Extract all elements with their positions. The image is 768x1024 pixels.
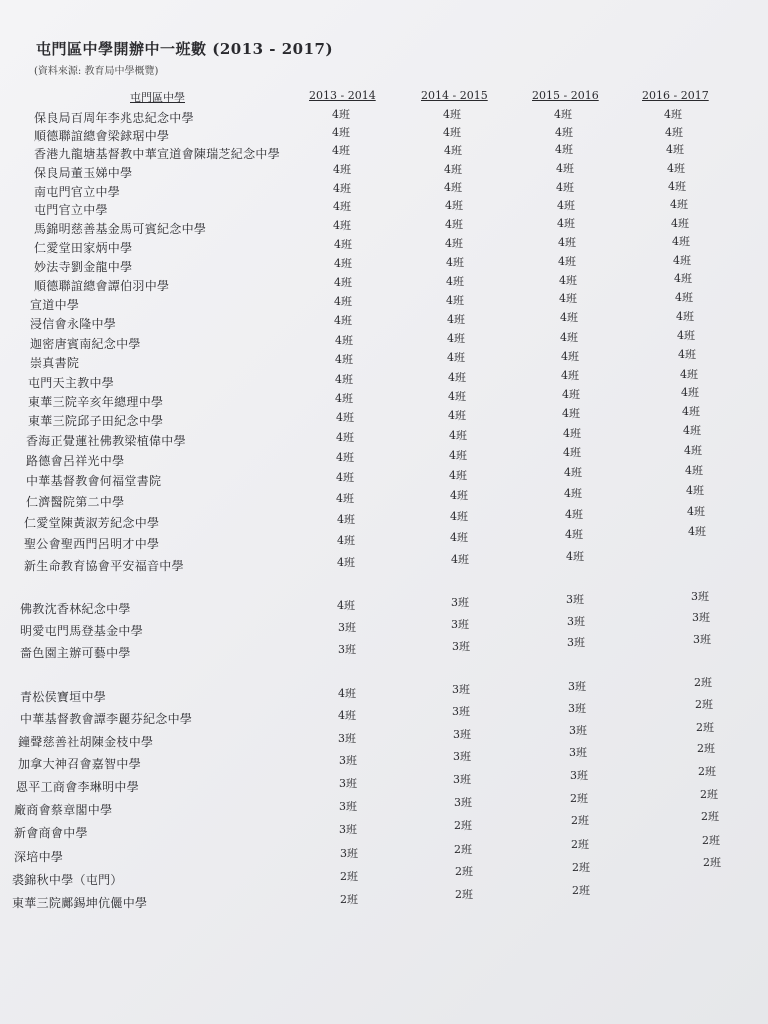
class-count-cell: 2班 bbox=[694, 676, 712, 689]
class-count-cell: 4班 bbox=[333, 219, 351, 232]
class-count-cell: 3班 bbox=[693, 633, 711, 646]
class-count-cell: 4班 bbox=[444, 144, 462, 157]
school-name: 香港九龍塘基督教中華宣道會陳瑞芝紀念中學 bbox=[34, 147, 281, 161]
class-count-cell: 4班 bbox=[451, 553, 469, 566]
school-name: 仁濟醫院第二中學 bbox=[26, 495, 125, 509]
class-count-cell: 4班 bbox=[449, 429, 467, 442]
class-count-cell: 2班 bbox=[695, 698, 713, 711]
class-count-cell: 4班 bbox=[675, 291, 693, 304]
table-row bbox=[0, 109, 768, 127]
table-row bbox=[0, 590, 768, 618]
class-count-cell: 3班 bbox=[453, 728, 471, 741]
class-count-cell: 4班 bbox=[445, 199, 463, 212]
class-count-cell: 4班 bbox=[674, 272, 692, 285]
class-count-cell: 4班 bbox=[336, 471, 354, 484]
class-count-cell: 4班 bbox=[337, 599, 355, 612]
class-count-cell: 2班 bbox=[697, 742, 715, 755]
class-count-cell: 4班 bbox=[335, 353, 353, 366]
class-count-cell: 3班 bbox=[452, 683, 470, 696]
school-name: 宣道中學 bbox=[30, 298, 80, 312]
class-count-cell: 4班 bbox=[565, 528, 583, 541]
class-count-cell: 4班 bbox=[336, 451, 354, 464]
table-row bbox=[0, 611, 768, 640]
class-count-cell: 4班 bbox=[447, 332, 465, 345]
class-count-cell: 4班 bbox=[687, 505, 705, 518]
table-row bbox=[0, 198, 768, 219]
class-count-cell: 4班 bbox=[335, 373, 353, 386]
document-title: 屯門區中學開辦中一班數 (2013 - 2017) bbox=[36, 40, 334, 58]
class-count-cell: 4班 bbox=[672, 235, 690, 248]
class-count-cell: 3班 bbox=[453, 773, 471, 786]
class-count-cell: 4班 bbox=[563, 446, 581, 459]
table-row bbox=[0, 698, 768, 728]
data-source-note: (資料來源: 教育局中學概覽) bbox=[34, 66, 159, 77]
class-count-cell: 2班 bbox=[455, 888, 473, 901]
class-count-cell: 4班 bbox=[444, 163, 462, 176]
class-count-cell: 4班 bbox=[560, 311, 578, 324]
school-name: 東華三院鄺錫坤伉儷中學 bbox=[12, 896, 148, 910]
class-count-cell: 4班 bbox=[333, 163, 351, 176]
class-count-cell: 4班 bbox=[559, 292, 577, 305]
class-count-cell: 4班 bbox=[561, 350, 579, 363]
table-row bbox=[0, 127, 768, 145]
class-count-cell: 4班 bbox=[688, 525, 706, 538]
class-count-cell: 4班 bbox=[337, 556, 355, 569]
table-row bbox=[0, 788, 768, 819]
class-count-cell: 4班 bbox=[565, 508, 583, 521]
class-count-cell: 2班 bbox=[571, 814, 589, 827]
class-count-cell: 4班 bbox=[450, 489, 468, 502]
class-count-cell: 4班 bbox=[558, 255, 576, 268]
class-count-cell: 3班 bbox=[570, 769, 588, 782]
class-count-cell: 4班 bbox=[332, 108, 350, 121]
class-count-cell: 4班 bbox=[673, 254, 691, 267]
school-name: 路德會呂祥光中學 bbox=[26, 454, 125, 468]
school-name: 東華三院邱子田紀念中學 bbox=[28, 414, 164, 428]
class-count-cell: 4班 bbox=[667, 162, 685, 175]
class-count-cell: 4班 bbox=[682, 405, 700, 418]
table-row bbox=[0, 550, 768, 575]
class-count-cell: 3班 bbox=[569, 724, 587, 737]
class-count-cell: 3班 bbox=[566, 593, 584, 606]
school-name: 仁愛堂陳黃淑芳紀念中學 bbox=[24, 516, 160, 530]
class-count-cell: 4班 bbox=[559, 274, 577, 287]
class-count-cell: 4班 bbox=[677, 329, 695, 342]
class-count-cell: 4班 bbox=[336, 411, 354, 424]
class-count-cell: 3班 bbox=[338, 621, 356, 634]
table-row bbox=[0, 464, 768, 490]
school-name: 青松侯寶垣中學 bbox=[20, 690, 107, 704]
class-count-cell: 4班 bbox=[447, 351, 465, 364]
table-row bbox=[0, 386, 768, 411]
class-count-cell: 4班 bbox=[668, 180, 686, 193]
table-row bbox=[0, 164, 768, 182]
class-count-cell: 3班 bbox=[339, 754, 357, 767]
class-count-cell: 2班 bbox=[570, 792, 588, 805]
school-name: 浸信會永隆中學 bbox=[30, 317, 117, 331]
class-count-cell: 4班 bbox=[558, 236, 576, 249]
class-count-cell: 2班 bbox=[455, 865, 473, 878]
class-count-cell: 4班 bbox=[680, 368, 698, 381]
class-count-cell: 4班 bbox=[444, 181, 462, 194]
class-count-cell: 4班 bbox=[445, 237, 463, 250]
class-count-cell: 3班 bbox=[452, 705, 470, 718]
class-count-cell: 4班 bbox=[684, 444, 702, 457]
school-name: 東華三院辛亥年總理中學 bbox=[28, 395, 164, 409]
header-2014-2015: 2014 - 2015 bbox=[421, 89, 488, 102]
class-count-cell: 4班 bbox=[564, 487, 582, 500]
class-count-cell: 3班 bbox=[338, 732, 356, 745]
header-2015-2016: 2015 - 2016 bbox=[532, 89, 599, 102]
class-count-cell: 4班 bbox=[450, 510, 468, 523]
table-row bbox=[0, 254, 768, 276]
school-name: 明愛屯門馬登基金中學 bbox=[20, 624, 144, 638]
school-name: 香海正覺蓮社佛教梁植偉中學 bbox=[26, 434, 186, 448]
class-count-cell: 3班 bbox=[339, 823, 357, 836]
class-count-cell: 4班 bbox=[671, 217, 689, 230]
class-count-cell: 4班 bbox=[681, 386, 699, 399]
class-count-cell: 4班 bbox=[332, 144, 350, 157]
class-count-cell: 4班 bbox=[555, 126, 573, 139]
table-row bbox=[0, 765, 768, 796]
table-row bbox=[0, 505, 768, 532]
table-row bbox=[0, 180, 768, 201]
class-count-cell: 2班 bbox=[702, 834, 720, 847]
school-name: 聖公會聖西門呂明才中學 bbox=[24, 537, 160, 551]
class-count-cell: 4班 bbox=[448, 409, 466, 422]
table-row bbox=[0, 884, 768, 912]
class-count-cell: 2班 bbox=[701, 810, 719, 823]
class-count-cell: 4班 bbox=[449, 449, 467, 462]
class-count-cell: 2班 bbox=[454, 843, 472, 856]
class-count-cell: 3班 bbox=[338, 643, 356, 656]
class-count-cell: 4班 bbox=[332, 126, 350, 139]
school-name: 順德聯誼總會譚伯羽中學 bbox=[34, 279, 170, 293]
school-name: 廠商會蔡章閣中學 bbox=[14, 803, 113, 817]
class-count-cell: 3班 bbox=[568, 680, 586, 693]
class-count-cell: 4班 bbox=[665, 126, 683, 139]
school-name: 南屯門官立中學 bbox=[34, 185, 121, 199]
class-count-cell: 4班 bbox=[564, 466, 582, 479]
header-2016-2017: 2016 - 2017 bbox=[642, 89, 709, 102]
class-count-cell: 4班 bbox=[336, 431, 354, 444]
class-count-cell: 4班 bbox=[566, 550, 584, 563]
school-name: 深培中學 bbox=[14, 850, 64, 864]
table-row bbox=[0, 525, 768, 553]
class-count-cell: 4班 bbox=[562, 388, 580, 401]
class-count-cell: 4班 bbox=[448, 371, 466, 384]
class-count-cell: 4班 bbox=[334, 276, 352, 289]
class-count-cell: 3班 bbox=[568, 702, 586, 715]
class-count-cell: 4班 bbox=[555, 143, 573, 156]
school-name: 裘錦秋中學（屯門） bbox=[12, 873, 123, 887]
school-name: 佛教沈香林紀念中學 bbox=[20, 602, 131, 616]
class-count-cell: 4班 bbox=[338, 687, 356, 700]
class-count-cell: 3班 bbox=[451, 618, 469, 631]
class-count-cell: 2班 bbox=[696, 721, 714, 734]
table-row bbox=[0, 145, 768, 163]
class-count-cell: 4班 bbox=[335, 334, 353, 347]
class-count-cell: 3班 bbox=[339, 800, 357, 813]
class-count-cell: 4班 bbox=[449, 469, 467, 482]
class-count-cell: 4班 bbox=[556, 162, 574, 175]
class-count-cell: 4班 bbox=[670, 198, 688, 211]
class-count-cell: 4班 bbox=[334, 314, 352, 327]
table-row bbox=[0, 329, 768, 353]
class-count-cell: 2班 bbox=[698, 765, 716, 778]
school-name: 中華基督教會何福堂書院 bbox=[26, 474, 162, 488]
school-name: 嗇色園主辦可藝中學 bbox=[20, 646, 131, 660]
class-count-cell: 3班 bbox=[567, 636, 585, 649]
school-name: 屯門天主教中學 bbox=[28, 376, 115, 390]
class-count-cell: 4班 bbox=[664, 108, 682, 121]
table-row bbox=[0, 235, 768, 257]
class-count-cell: 3班 bbox=[567, 615, 585, 628]
class-count-cell: 3班 bbox=[340, 847, 358, 860]
class-count-cell: 3班 bbox=[454, 796, 472, 809]
class-count-cell: 4班 bbox=[443, 108, 461, 121]
class-count-cell: 4班 bbox=[443, 126, 461, 139]
class-count-cell: 4班 bbox=[562, 407, 580, 420]
class-count-cell: 3班 bbox=[569, 746, 587, 759]
class-count-cell: 4班 bbox=[561, 369, 579, 382]
header-school: 屯門區中學 bbox=[130, 91, 185, 104]
class-count-cell: 4班 bbox=[685, 464, 703, 477]
class-count-cell: 4班 bbox=[446, 256, 464, 269]
class-count-cell: 2班 bbox=[572, 861, 590, 874]
school-name: 新會商會中學 bbox=[14, 826, 88, 840]
school-name: 加拿大神召會嘉智中學 bbox=[18, 757, 142, 771]
class-count-cell: 2班 bbox=[703, 856, 721, 869]
class-count-cell: 4班 bbox=[334, 238, 352, 251]
class-count-cell: 4班 bbox=[335, 392, 353, 405]
class-count-cell: 2班 bbox=[571, 838, 589, 851]
table-row bbox=[0, 272, 768, 295]
class-count-cell: 4班 bbox=[337, 513, 355, 526]
class-count-cell: 4班 bbox=[448, 390, 466, 403]
table-row bbox=[0, 368, 768, 392]
class-count-cell: 4班 bbox=[560, 331, 578, 344]
header-2013-2014: 2013 - 2014 bbox=[309, 89, 376, 102]
class-count-cell: 3班 bbox=[451, 596, 469, 609]
school-name: 中華基督教會譚李麗芬紀念中學 bbox=[20, 712, 193, 726]
table-row bbox=[0, 484, 768, 511]
table-row bbox=[0, 424, 768, 450]
table-row bbox=[0, 291, 768, 314]
class-count-cell: 4班 bbox=[447, 313, 465, 326]
class-count-cell: 4班 bbox=[446, 275, 464, 288]
class-count-cell: 2班 bbox=[700, 788, 718, 801]
school-name: 保良局董玉娣中學 bbox=[34, 166, 133, 180]
table-row bbox=[0, 310, 768, 333]
table-row bbox=[0, 444, 768, 470]
class-count-cell: 4班 bbox=[686, 484, 704, 497]
class-count-cell: 4班 bbox=[334, 295, 352, 308]
class-count-cell: 4班 bbox=[450, 531, 468, 544]
class-count-cell: 4班 bbox=[557, 217, 575, 230]
table-row bbox=[0, 405, 768, 430]
class-count-cell: 4班 bbox=[336, 492, 354, 505]
class-count-cell: 4班 bbox=[446, 294, 464, 307]
school-name: 屯門官立中學 bbox=[34, 203, 108, 217]
school-name: 保良局百周年李兆忠紀念中學 bbox=[34, 111, 194, 125]
class-count-cell: 4班 bbox=[563, 427, 581, 440]
school-name: 妙法寺劉金龍中學 bbox=[34, 260, 133, 274]
school-name: 新生命教育協會平安福音中學 bbox=[24, 559, 184, 573]
school-name: 迦密唐賓南紀念中學 bbox=[30, 337, 141, 351]
class-count-cell: 4班 bbox=[338, 709, 356, 722]
class-count-cell: 4班 bbox=[337, 534, 355, 547]
class-count-cell: 4班 bbox=[678, 348, 696, 361]
table-row bbox=[0, 676, 768, 706]
table-row bbox=[0, 348, 768, 372]
school-name: 仁愛堂田家炳中學 bbox=[34, 241, 133, 255]
table-row bbox=[0, 834, 768, 866]
class-count-cell: 2班 bbox=[340, 870, 358, 883]
class-count-cell: 4班 bbox=[554, 108, 572, 121]
class-count-cell: 2班 bbox=[454, 819, 472, 832]
class-count-cell: 3班 bbox=[692, 611, 710, 624]
school-name: 馬錦明慈善基金馬可賓紀念中學 bbox=[34, 222, 207, 236]
table-row bbox=[0, 633, 768, 662]
class-count-cell: 3班 bbox=[453, 750, 471, 763]
class-count-cell: 4班 bbox=[683, 424, 701, 437]
class-count-cell: 3班 bbox=[691, 590, 709, 603]
class-count-cell: 4班 bbox=[445, 218, 463, 231]
class-count-cell: 3班 bbox=[452, 640, 470, 653]
class-count-cell: 4班 bbox=[333, 182, 351, 195]
school-name: 崇真書院 bbox=[30, 356, 80, 370]
school-name: 鐘聲慈善社胡陳金枝中學 bbox=[18, 735, 154, 749]
class-count-cell: 4班 bbox=[666, 143, 684, 156]
table-row bbox=[0, 217, 768, 238]
class-count-cell: 4班 bbox=[676, 310, 694, 323]
class-count-cell: 4班 bbox=[334, 257, 352, 270]
class-count-cell: 2班 bbox=[340, 893, 358, 906]
school-name: 順德聯誼總會梁銶琚中學 bbox=[34, 129, 170, 143]
class-count-cell: 2班 bbox=[572, 884, 590, 897]
class-count-cell: 4班 bbox=[557, 199, 575, 212]
class-count-cell: 4班 bbox=[333, 200, 351, 213]
class-count-cell: 3班 bbox=[339, 777, 357, 790]
class-count-cell: 4班 bbox=[556, 181, 574, 194]
school-name: 恩平工商會李琳明中學 bbox=[16, 780, 140, 794]
table-row bbox=[0, 721, 768, 751]
